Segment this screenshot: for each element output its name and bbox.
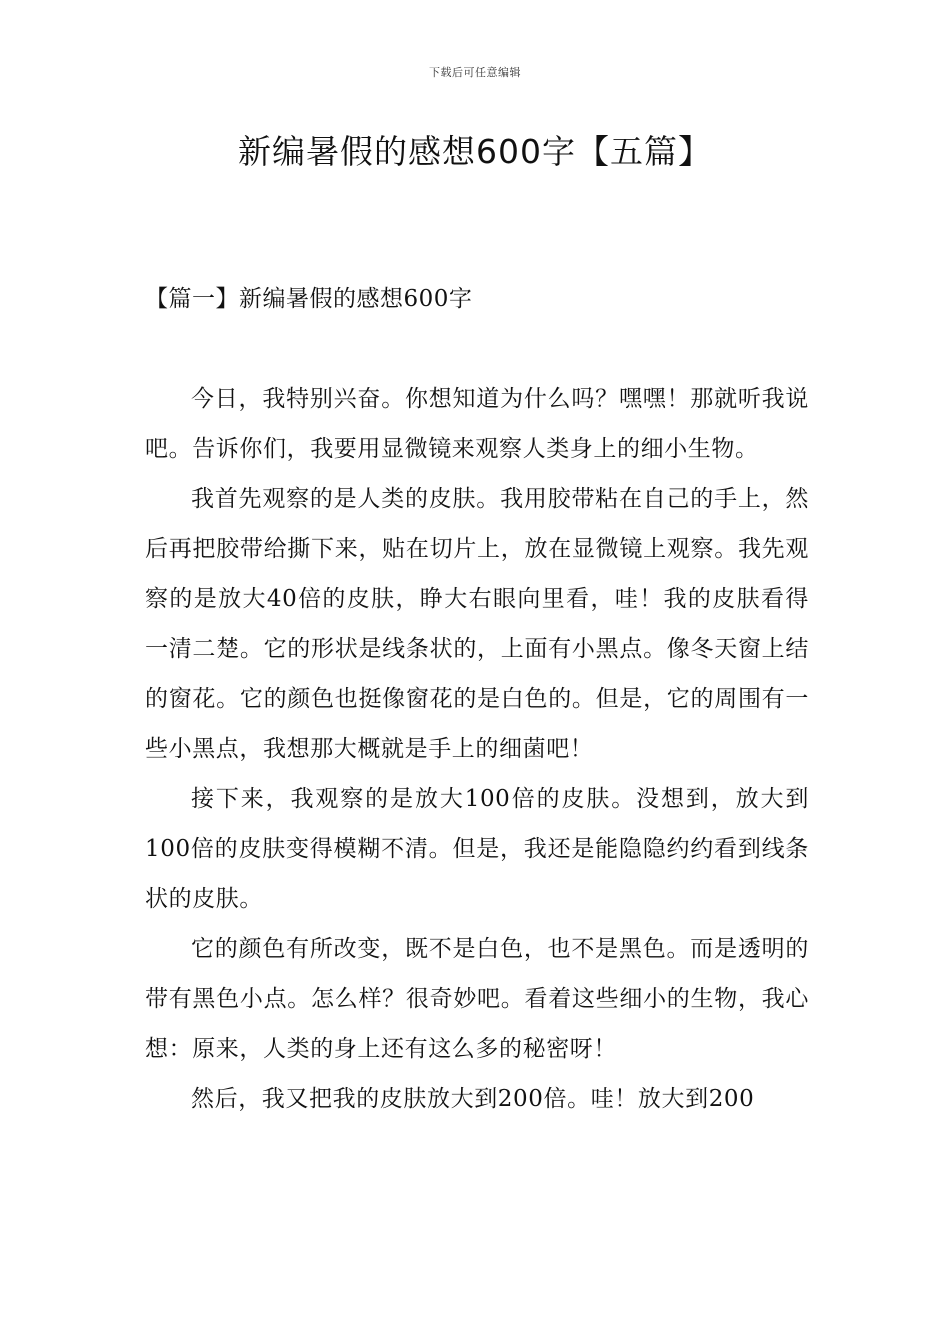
section-heading: 【篇一】新编暑假的感想600字 [145,286,473,312]
paragraph: 今日，我特别兴奋。你想知道为什么吗？嘿嘿！那就听我说吧。告诉你们，我要用显微镜来观察人类身上的细小生物。 [145,386,809,462]
paragraph: 我首先观察的是人类的皮肤。我用胶带粘在自己的手上，然后再把胶带给撕下来，贴在切片上，放在显微镜上观察。我先观察的是放大40倍的皮肤，睁大右眼向里看，哇！我的皮肤看得一清二楚。它的形状是线条状的，上面有小黑点。像冬天窗上结的窗花。它的颜色也挺像窗花的是白色的。但是，它的周围有一些小黑点，我想那大概就是手上的细菌吧！ [145,486,809,762]
document-title: 新编暑假的感想600字【五篇】 [238,132,712,171]
paragraph: 它的颜色有所改变，既不是白色，也不是黑色。而是透明的带有黑色小点。怎么样？很奇妙吧。看着这些细小的生物，我心想：原来，人类的身上还有这么多的秘密呀！ [145,936,809,1062]
body-text [145,374,809,1124]
paragraph: 然后，我又把我的皮肤放大到200倍。哇！放大到200 [191,1086,755,1112]
paragraph: 接下来，我观察的是放大100倍的皮肤。没想到，放大到100倍的皮肤变得模糊不清。但是，我还是能隐隐约约看到线条状的皮肤。 [145,786,809,912]
header-note: 下载后可任意编辑 [429,66,521,79]
